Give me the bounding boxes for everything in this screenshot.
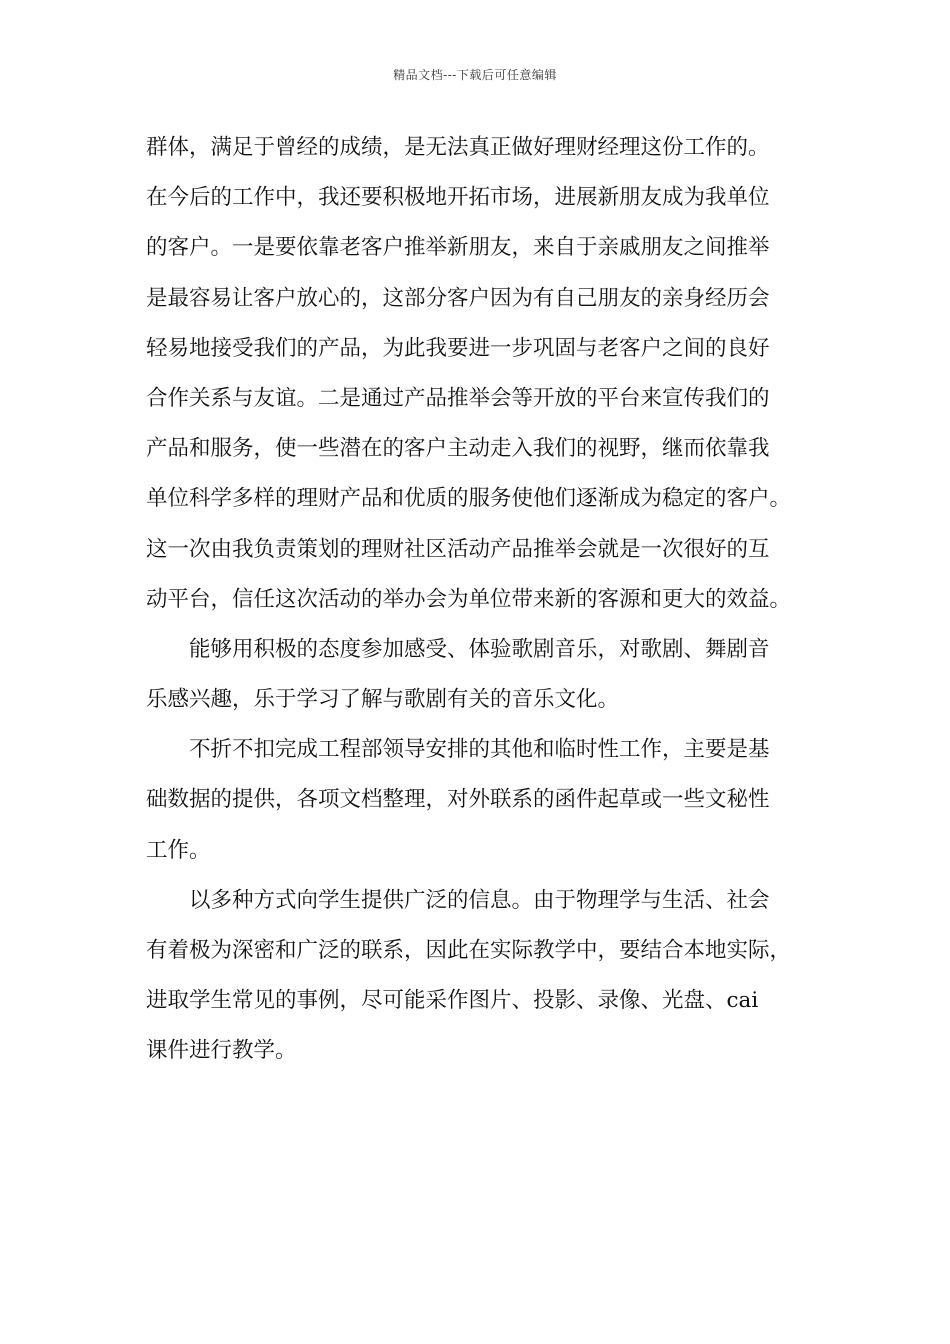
text-line: 的客户。一是要依靠老客户推举新朋友，来自于亲戚朋友之间推举: [146, 235, 770, 261]
document-body: [146, 130, 821, 1084]
text-line: 有着极为深密和广泛的联系，因此在实际教学中，要结合本地实际，: [146, 938, 792, 963]
text-line: 是最容易让客户放心的，这部分客户因为有自己朋友的亲身经历会: [146, 285, 770, 311]
paragraph-1: [146, 130, 821, 632]
text-line: 群体，满足于曾经的成绩，是无法真正做好理财经理这份工作的。: [146, 135, 770, 160]
text-line: 工作。: [146, 837, 211, 863]
text-line: 课件进行教学。: [146, 1038, 297, 1064]
text-line: 动平台，信任这次活动的举办会为单位带来新的客源和更大的效益。: [146, 586, 792, 612]
text-line: 轻易地接受我们的产品，为此我要进一步巩固与老客户之间的良好: [146, 335, 770, 361]
text-line: 进取学生常见的事例，尽可能采作图片、投影、录像、光盘、cai: [146, 988, 759, 1014]
text-line: 合作关系与友谊。二是通过产品推举会等开放的平台来宣传我们的: [146, 385, 770, 411]
text-line: 础数据的提供，各项文档整理，对外联系的函件起草或一些文秘性: [146, 787, 770, 813]
page-header: 精品文档---下载后可任意编辑: [393, 68, 557, 82]
text-line: 在今后的工作中，我还要积极地开拓市场，进展新朋友成为我单位: [146, 185, 770, 211]
paragraph-4: [146, 883, 821, 1084]
text-line: 单位科学多样的理财产品和优质的服务使他们逐渐成为稳定的客户。: [146, 486, 792, 512]
text-line: 产品和服务，使一些潜在的客户主动走入我们的视野，继而依靠我: [146, 436, 770, 462]
text-line: 能够用积极的态度参加感受、体验歌剧音乐，对歌剧、舞剧音: [189, 636, 770, 662]
paragraph-2: [146, 632, 821, 732]
text-line: 这一次由我负责策划的理财社区活动产品推举会就是一次很好的互: [146, 536, 770, 562]
paragraph-3: [146, 732, 821, 883]
text-line: 不折不扣完成工程部领导安排的其他和临时性工作，主要是基: [189, 737, 770, 763]
text-line: 乐感兴趣，乐于学习了解与歌剧有关的音乐文化。: [146, 687, 620, 713]
text-line: 以多种方式向学生提供广泛的信息。由于物理学与生活、社会: [189, 887, 770, 913]
